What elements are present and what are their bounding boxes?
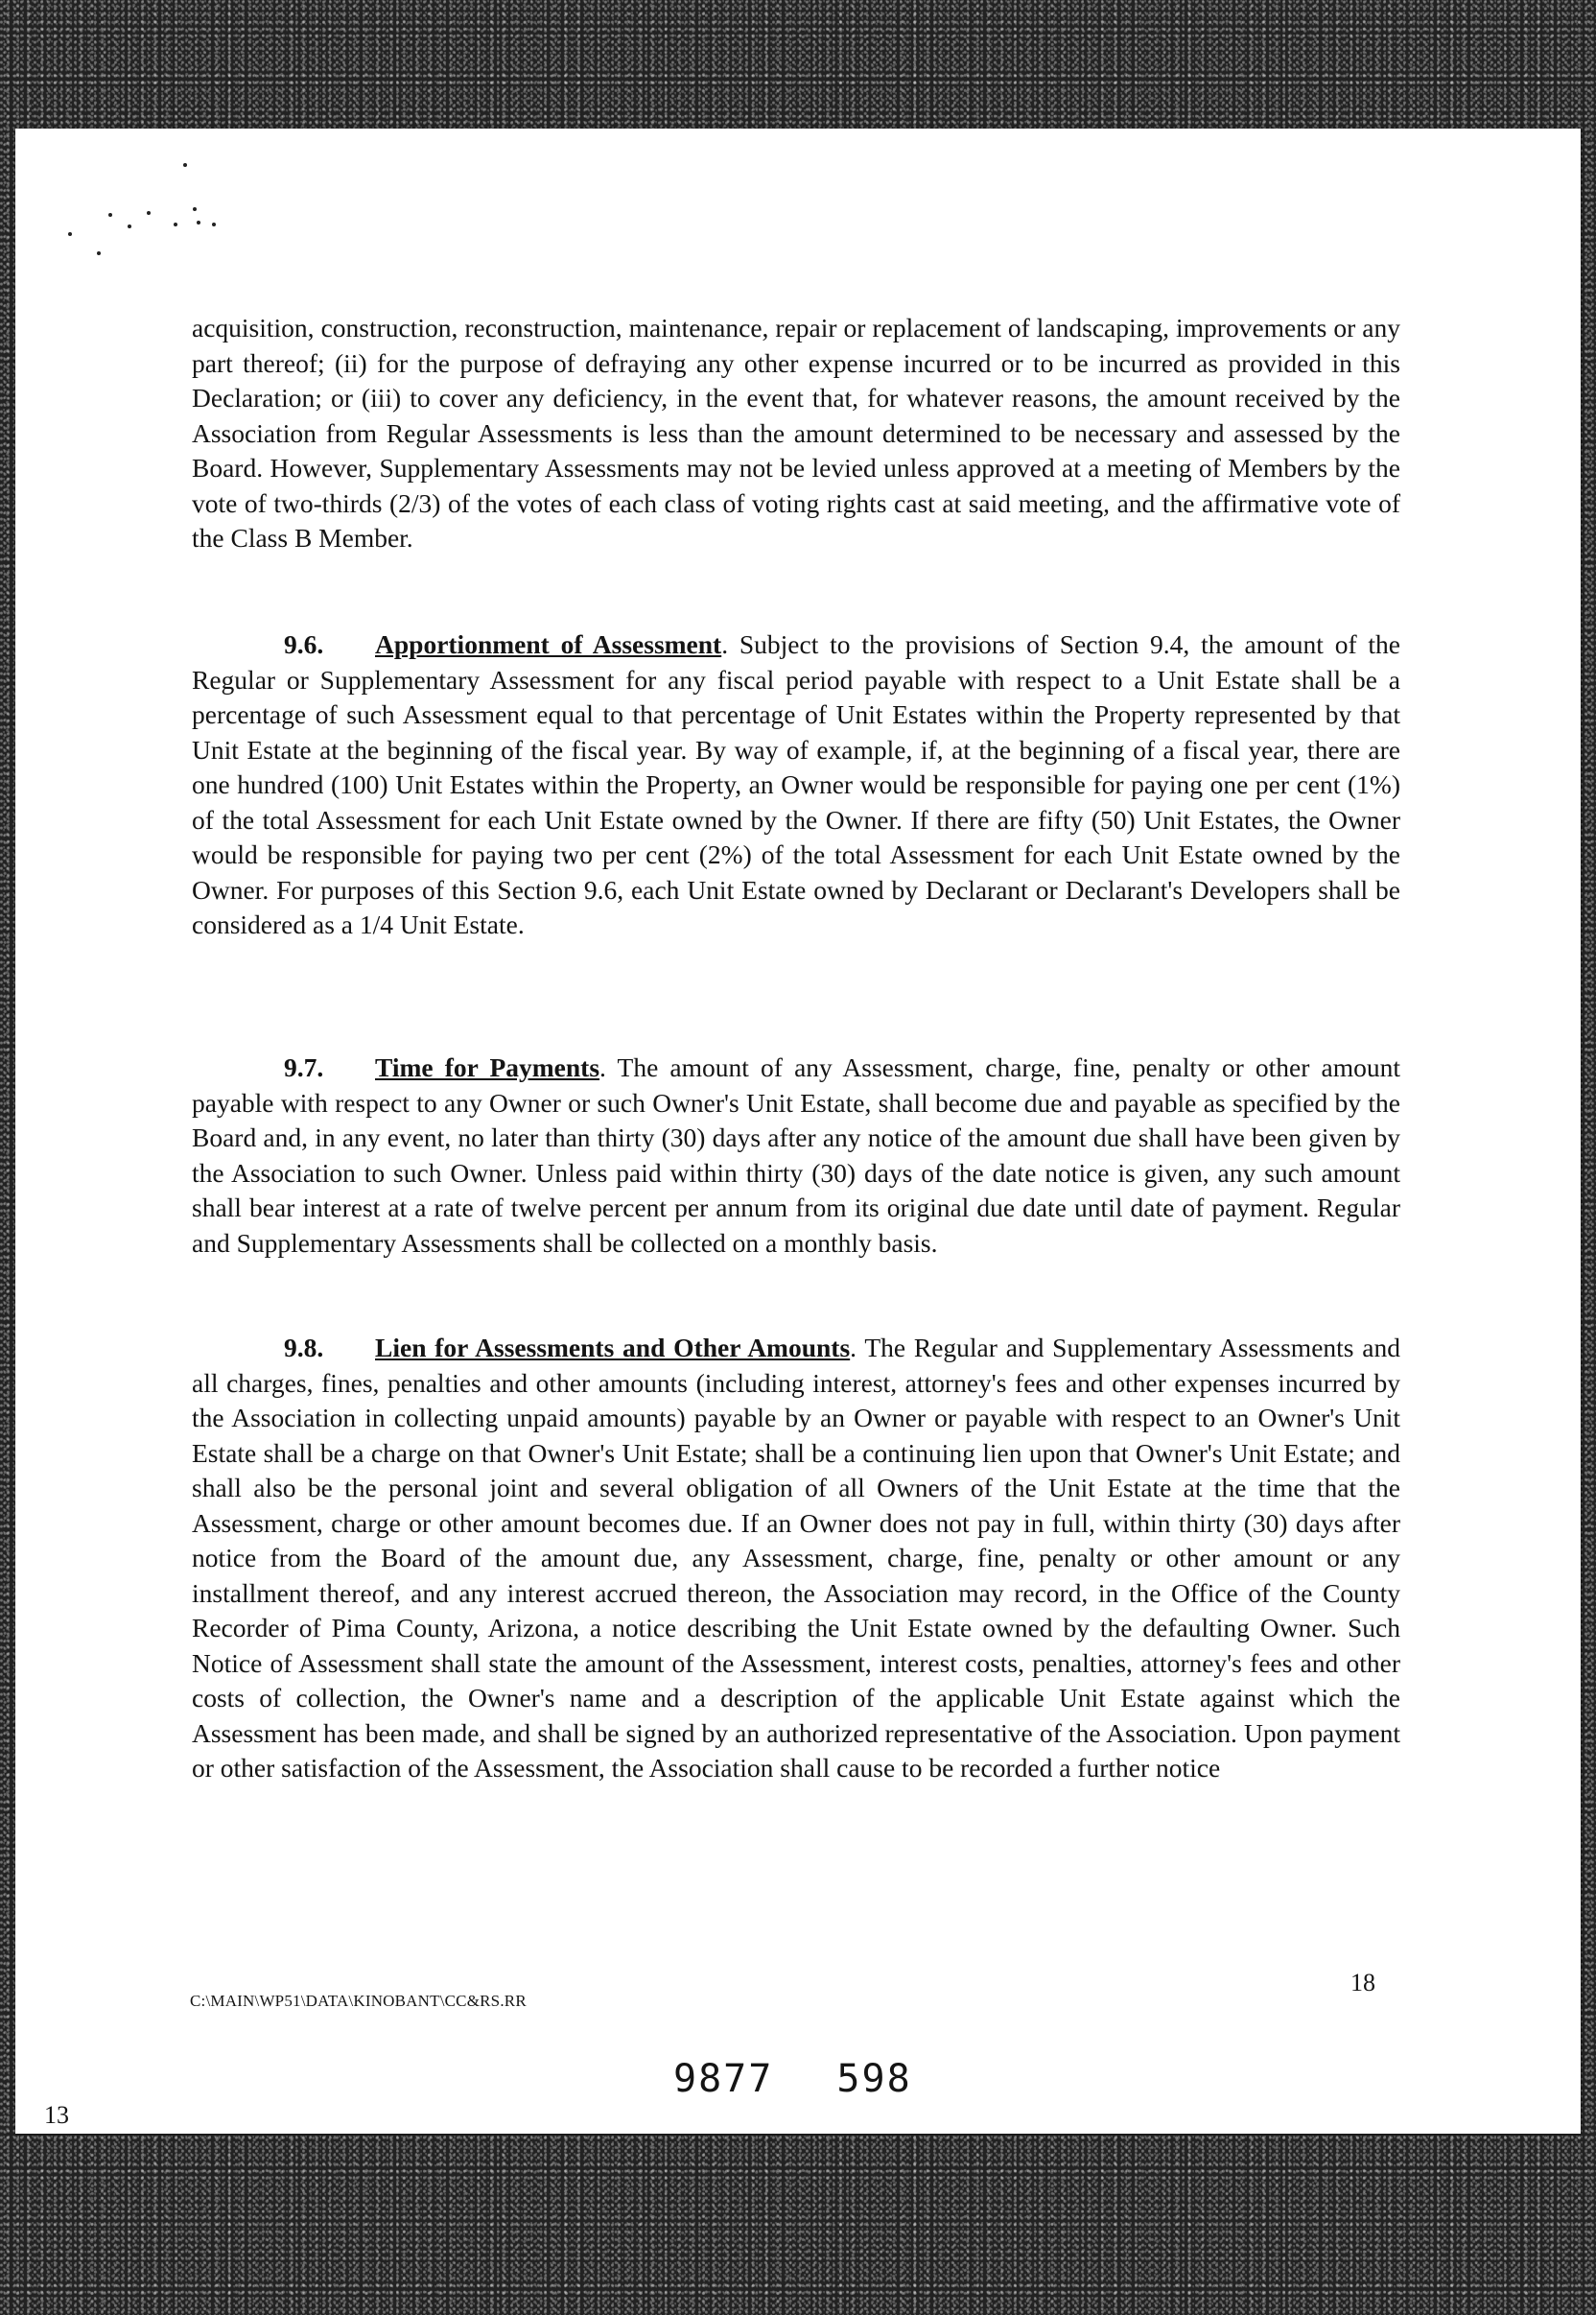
recording-number: 9877 598 xyxy=(673,2057,912,2101)
section-body: . The amount of any Assessment, charge, fine, penalty or other amount payable with respect to any Owner or such Owner's Unit Estate, shall become due and payable as specified by the Board and, in any event, no later than thirty (30) days after any notice of the amount due shall have been given by the Association to such Owner. Unless paid within thirty (30) days of the date notice is given, any such amount shall bear interest at a rate of twelve percent per annum from its original due date until date of payment. Regular and Supplementary Assessments shall be collected on a monthly basis. xyxy=(192,1052,1400,1258)
section-9-7 xyxy=(192,1051,1400,1261)
section-heading: Time for Payments xyxy=(375,1052,600,1082)
section-number: 9.7. xyxy=(284,1052,324,1082)
scan-specks xyxy=(68,148,260,263)
page-number: 18 xyxy=(1350,1969,1375,1996)
section-body: . Subject to the provisions of Section 9.4, the amount of the Regular or Supplementary Assessment for any fiscal period payable with respect to a Unit Estate shall be a percentage of such Assessment equal to that percentage of Unit Estates within the Property represented by that Unit Estate at the beginning of the fiscal year. By way of example, if, at the beginning of a fiscal year, there are one hundred (100) Unit Estates within the Property, an Owner would be responsible for paying one per cent (1%) of the total Assessment for each Unit Estate owned by the Owner. If there are fifty (50) Unit Estates, the Owner would be responsible for paying two per cent (2%) of the total Assessment for each Unit Estate owned by the Owner. For purposes of this Section 9.6, each Unit Estate owned by Declarant or Declarant's Developers shall be considered as a 1/4 Unit Estate. xyxy=(192,629,1401,939)
section-heading: Lien for Assessments and Other Amounts xyxy=(375,1333,851,1362)
corner-mark: 13 xyxy=(44,2101,69,2129)
document-page xyxy=(15,129,1581,2134)
paragraph-continuation: acquisition, construction, reconstruction, maintenance, repair or replacement of landscaping, improvements or any part thereof; (ii) for the purpose of defraying any other expense incurred or to be incurred as provided in this Declaration; or (iii) to cover any deficiency, in the event that, for whatever reasons, the amount received by the Association from Regular Assessments is less than the amount determined to be necessary and assessed by the Board. However, Supplementary Assessments may not be levied unless approved at a meeting of Members by the vote of two-thirds (2/3) of the votes of each class of voting rights cast at said meeting, and the affirmative vote of the Class B Member. xyxy=(192,313,1400,553)
footer-file-path: C:\MAIN\WP51\DATA\KINOBANT\CC&RS.RR xyxy=(190,1992,527,2010)
section-9-6 xyxy=(192,627,1400,943)
section-number: 9.6. xyxy=(284,629,324,659)
section-heading: Apportionment of Assessment xyxy=(375,629,722,659)
section-9-8 xyxy=(192,1331,1400,1786)
section-body: . The Regular and Supplementary Assessments and all charges, fines, penalties and other amounts (including interest, attorney's fees and other expenses incurred by the Association in collecting unpaid amounts) payable by an Owner or payable with respect to an Owner's Unit Estate shall be a charge on that Owner's Unit Estate; shall be a continuing lien upon that Owner's Unit Estate; and shall also be the personal joint and several obligation of all Owners of the Unit Estate at the time that the Assessment, charge or other amount becomes due. If an Owner does not pay in full, within thirty (30) days after notice from the Board of the amount due, any Assessment, charge, fine, penalty or other amount or any installment thereof, and any interest accrued thereon, the Association may record, in the Office of the County Recorder of Pima County, Arizona, a notice describing the Unit Estate owned by the defaulting Owner. Such Notice of Assessment shall state the amount of the Assessment, interest costs, penalties, attorney's fees and other costs of collection, the Owner's name and a description of the applicable Unit Estate against which the Assessment has been made, and shall be signed by an authorized representative of the Association. Upon payment or other satisfaction of the Assessment, the Association shall cause to be recorded a further notice xyxy=(192,1333,1400,1783)
section-number: 9.8. xyxy=(284,1333,324,1362)
